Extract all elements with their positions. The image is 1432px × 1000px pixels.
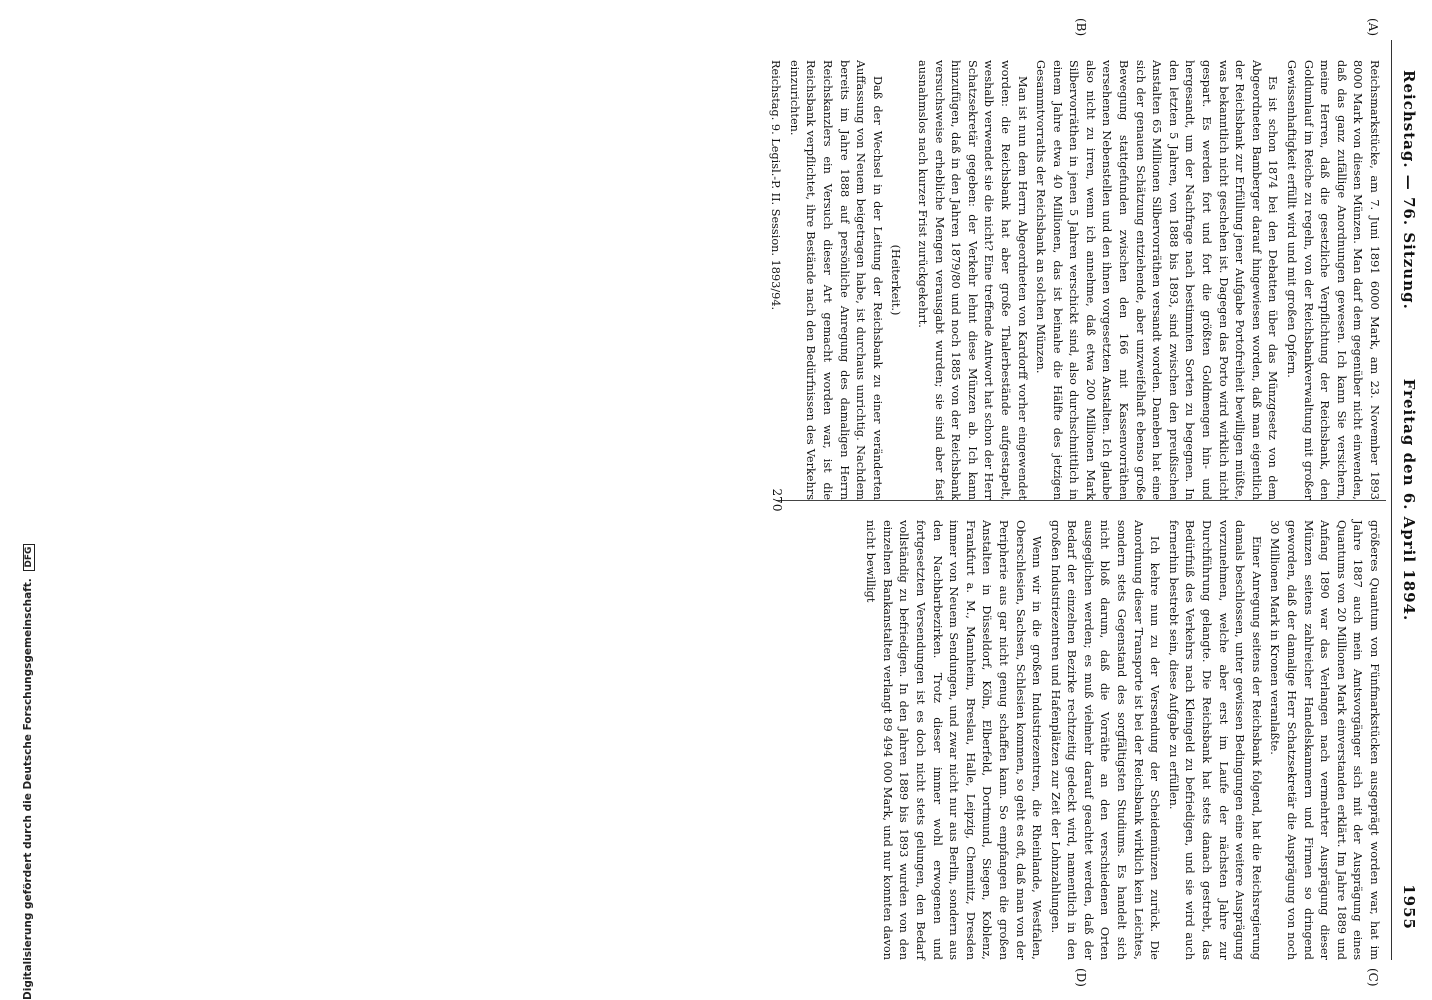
margin-mark-b: (B) (1074, 18, 1088, 37)
paragraph: Ich kehre nun zu der Versendung der Scheidemünzen zurück. Die Anordnung dieser Transporte ist bei der Reichsbank wirklich kein Leichtes, sondern stets Gegenstand des sorgfältigsten Studiums. Es handelt sich nicht bloß darum, daß die Vorräthe an den verschiedenen Orten ausgeglichen werden; es muß vielmehr darauf geachtet werden, daß der Bedarf der einzelnen Bezirke rechtzeitig gedeckt wird, namentlich in den großen Industriezentren und Hafenplätzen zur Zeit der Lohnzahlungen. (1048, 520, 1162, 960)
paragraph: Einer Anregung seitens der Reichsbank folgend, hat die Reichsregierung damals beschlossen, unter gewissen Bedingungen eine weitere Ausprägung vorzunehmen, welche aber erst im Laufe der nächsten Jahre zur Durchführung gelangte. Die Reichsbank hat stets danach gestrebt, das Bedürfniß des Verkehrs nach Kleingeld zu befriedigen, und sie wird auch fernerhin bestrebt sein, diese Aufgabe zu erfüllen. (1166, 520, 1263, 960)
running-head-left: Reichstag. — 76. Sitzung. (1400, 70, 1418, 310)
paragraph: Daß der Wechsel in der Leitung der Reichsbank zu einer veränderten Auffassung von Neuem beigetragen habe, ist durchaus unrichtig. Nachdem bereits im Jahre 1888 auf persönliche Anregung des damaligen Herrn Reichskanzlers ein Versuch dieser Art gemacht worden war, ist die Reichsbank verpflichtet, ihre Bestände nach den Bedürfnissen des Verkehrs einzurichten. (787, 60, 884, 500)
page-column-number: 1955 (1400, 884, 1418, 930)
dfg-logo: DFG (23, 544, 35, 571)
margin-mark-d: (D) (1074, 968, 1088, 987)
text-column-right (782, 520, 1382, 960)
paragraph: größeres Quantum von Fünfmarkstücken ausgeprägt worden war, hat im Jahre 1887 auch mein Amtsvorgänger sich mit der Ausprägung eines Quantums von 20 Millionen Mark einverstanden erklärt. Im Jahre 1889 und Anfang 1890 war das Verlangen nach vermehrter Ausprägung dieser Münzen seitens zahlreicher Handelskammern und Firmen so dringend geworden, daß der damalige Herr Schatzsekretär die Ausprägung von noch 30 Millionen Mark in Kronen veranlaßte. (1268, 520, 1381, 960)
interjection: (Heiterkeit.) (889, 244, 903, 316)
paragraph: Reichsmarkstücke, am 7. Juni 1891 6000 Mark, am 23. November 1893 8000 Mark von diesen Münzen. Man darf dem gegenüber nicht einwenden, daß das ganz zufällige Anordnungen gewesen. Ich kann Sie versichern, meine Herren, daß die gesetzliche Verpflichtung der Reichsbank, den Goldumlauf im Reiche zu regeln, von der Reichsbankverwaltung mit großer Gewissenhaftigkeit erfüllt wird und mit großen Opfern. (1285, 60, 1381, 500)
margin-mark-a: (A) (1366, 18, 1380, 37)
column-divider (776, 500, 1386, 501)
digitization-credit (8, 0, 34, 1000)
paragraph: Man ist nun dem Herrn Abgeordneten von Kardorff vorher eingewendet worden: die Reichsbank hat aber große Thalerbestände aufgestapelt, weshalb verwendet sie die nicht? Eine treffende Antwort hat schon der Herr Schatzsekretär gegeben: der Verkehr lehnt diese Münzen ab. Ich kann hinzufügen, daß in den Jahren 1879/80 und noch 1885 von der Reichsbank versuchsweise erhebliche Mengen verausgabt wurden; sie sind aber fast ausnahmslos nach kurzer Frist zurückgekehrt. (915, 60, 1029, 500)
scanned-page (22, 0, 1426, 1000)
margin-mark-c: (C) (1366, 968, 1380, 987)
page-number: 270 (770, 488, 784, 512)
header-rule (1391, 40, 1392, 960)
paragraph: Es ist schon 1874 bei den Debatten über das Münzgesetz von dem Abgeordneten Bamberger darauf hingewiesen worden, daß man eigentlich der Reichsbank zur Erfüllung jener Aufgabe Portofreiheit bewilligen müßte, was bekanntlich nicht geschehen ist. Dagegen das Porto wird wirklich nicht gespart. Es werden fort und fort die größten Goldmengen hin- und hergesandt, um der Nachfrage nach bestimmten Sorten zu begegnen. In den letzten 5 Jahren, von 1888 bis 1893, sind zwischen den preußischen Anstalten 65 Millionen Silbervorräthen versandt worden. Daneben hat eine sich der genauen Schätzung entziehende, aber unzweifelhaft ebenso große Bewegung stattgefunden zwischen den 166 mit Kassenvorräthen versehenen Nebenstellen und den ihnen vorgesetzten Anstalten. Ich glaube also nicht zu irren, wenn ich annehme, daß etwa 200 Millionen Mark Silbervorräthen in jenen 5 Jahren verschickt sind, also durchschnittlich in einem Jahre etwa 40 Millionen, das ist beinahe die Hälfte des jetzigen Gesammtvorraths der Reichsbank an solchen Münzen. (1034, 60, 1280, 500)
credit-text: Digitalisierung gefördert durch die Deutsche Forschungsgemeinschaft. (22, 578, 34, 1000)
session-footer: Reichstag. 9. Legisl.-P. II. Session. 1893/94. (769, 60, 783, 311)
paragraph: Wenn wir in die großen Industriezentren, die Rheinlande, Westfalen, Oberschlesien, Sachsen, Schlesien kommen, so geht es oft, daß man von der Peripherie aus gar nicht genug schaffen kann. So empfangen die großen Anstalten in Düsseldorf, Köln, Elberfeld, Dortmund, Siegen, Koblenz, Frankfurt a. M., Mannheim, Breslau, Halle, Leipzig, Chemnitz, Dresden immer von Neuem Sendungen, und zwar nicht nur aus Berlin, sondern aus den Nachbarbezirken. Trotz dieser immer wohl erwogenen und fortgesetzten Versendungen ist es doch nicht stets gelungen, den Bedarf vollständig zu befriedigen. In den Jahren 1889 bis 1893 wurden von den einzelnen Bankanstalten verlangt 89 494 000 Mark, und nur konnten davon nicht bewilligt (864, 520, 1044, 960)
running-head-date: Freitag den 6. April 1894. (1400, 378, 1418, 622)
